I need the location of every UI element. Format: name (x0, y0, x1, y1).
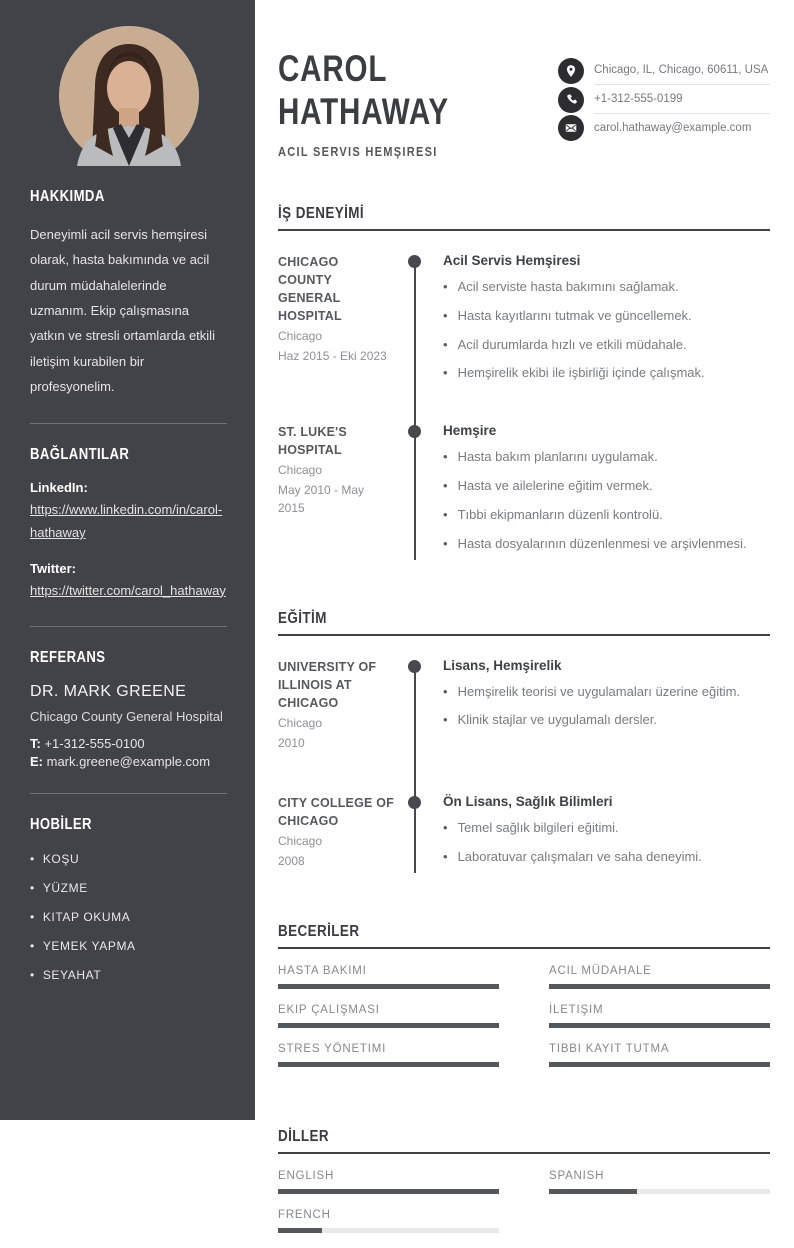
language-label: SPANISH (549, 1169, 605, 1182)
divider (30, 423, 227, 424)
twitter-link-block (30, 559, 227, 603)
bullet-item: • Hasta kayıtlarını tutmak ve güncellemek. (443, 307, 770, 326)
skill-bar-fill (549, 984, 770, 989)
skill-item (278, 1043, 499, 1067)
skill-bar-fill (278, 984, 499, 989)
language-label: FRENCH (278, 1208, 331, 1221)
education-entries (278, 658, 770, 877)
bullet-item: • Temel sağlık bilgileri eğitimi. (443, 819, 770, 838)
skill-bar (549, 984, 770, 989)
entry-dates: 2008 (278, 854, 305, 869)
reference-email-label: E: (30, 753, 43, 769)
hobby-item: • YÜZME (30, 881, 227, 895)
bullet-item: • Hasta bakım planlarını uygulamak. (443, 448, 770, 467)
language-bar-fill (278, 1189, 499, 1194)
entry-meta (278, 794, 408, 877)
skill-bar (549, 1023, 770, 1028)
languages-section (278, 1128, 770, 1248)
company-location: Chicago (278, 329, 323, 344)
entry-bullets (443, 683, 770, 731)
entry-dates: 2010 (278, 735, 305, 750)
timeline-dot (408, 796, 421, 809)
about-section (30, 188, 227, 399)
last-name: HATHAWAY (278, 90, 449, 132)
skill-bar-fill (549, 1062, 770, 1067)
about-text: Deneyimli acil servis hemşiresi olarak, hasta bakımında ve acil durum müdahalelerinde uzmanım. Ekip çalışmasına yatkın ve stresli ortamlarda etkili iletişim kurabilen bir profesyonelim. (30, 227, 215, 395)
header (278, 48, 770, 159)
skill-bar-fill (278, 1023, 499, 1028)
reference-org: Chicago County General Hospital (30, 709, 223, 725)
linkedin-link-block (30, 478, 227, 544)
hobby-item: • KOŞU (30, 852, 227, 866)
bullet-item: • Hemşirelik teorisi ve uygulamaları üzerine eğitim. (443, 683, 770, 702)
school-location: Chicago (278, 715, 323, 730)
language-item (549, 1170, 770, 1194)
bullet-item: • Acil serviste hasta bakımını sağlamak. (443, 278, 770, 297)
experience-entry (278, 423, 770, 563)
entry-bullets (443, 448, 770, 553)
entry-meta (278, 423, 408, 563)
hobby-item: • YEMEK YAPMA (30, 939, 227, 953)
language-bar (549, 1189, 770, 1194)
contact-block (558, 56, 770, 142)
education-title: EĞİTİM (278, 609, 327, 627)
bullet-item: • Hasta dosyalarının düzenlenmesi ve arşivlenmesi. (443, 535, 770, 554)
company-location: Chicago (278, 463, 323, 478)
hobby-item: • SEYAHAT (30, 968, 227, 982)
reference-phone-row (30, 736, 227, 751)
education-entry (278, 794, 770, 877)
hobbies-list (30, 852, 227, 982)
section-rule (278, 634, 770, 636)
location-icon (558, 58, 584, 84)
hobbies-section (30, 816, 227, 982)
skill-bar (278, 984, 499, 989)
experience-title: İŞ DENEYİMİ (278, 204, 365, 222)
education-entry (278, 658, 770, 752)
phone-icon (558, 87, 584, 113)
skill-label: TIBBI KAYIT TUTMA (549, 1042, 670, 1055)
company-name: CHICAGO COUNTY GENERAL HOSPITAL (278, 254, 342, 324)
contact-email: carol.hathaway@example.com (594, 122, 752, 134)
skill-bar-fill (549, 1023, 770, 1028)
timeline-dot (408, 660, 421, 673)
school-name: UNIVERSITY OF ILLINOIS AT CHICAGO (278, 659, 377, 710)
section-rule (278, 947, 770, 949)
entry-body (430, 658, 770, 752)
experience-entry (278, 253, 770, 393)
contact-phone: +1-312-555-0199 (594, 85, 770, 114)
skill-item (549, 965, 770, 989)
bullet-item: • Klinik stajlar ve uygulamalı dersler. (443, 711, 770, 730)
entry-dates: Haz 2015 - Eki 2023 (278, 349, 387, 364)
email-icon (558, 115, 584, 141)
reference-title: REFERANS (30, 649, 106, 667)
skill-item (549, 1043, 770, 1067)
reference-email-row (30, 754, 227, 769)
skill-bar (278, 1023, 499, 1028)
skill-bar (278, 1062, 499, 1067)
skills-section (278, 923, 770, 1082)
links-section (30, 446, 227, 602)
skill-item (278, 965, 499, 989)
entry-bullets (443, 278, 770, 383)
skills-title: BECERİLER (278, 922, 360, 940)
skill-label: İLETIŞIM (549, 1003, 604, 1016)
degree-name: Lisans, Hemşirelik (443, 657, 562, 673)
job-title: ACIL SERVIS HEMŞIRESI (278, 143, 438, 159)
divider (30, 626, 227, 627)
bullet-item: • Laboratuvar çalışmaları ve saha deneyimi. (443, 848, 770, 867)
bullet-item: • Acil durumlarda hızlı ve etkili müdahale. (443, 336, 770, 355)
timeline-dot (408, 255, 421, 268)
entry-role: Hemşire (443, 423, 497, 439)
contact-phone-row (558, 85, 770, 114)
contact-location: Chicago, IL, Chicago, 60611, USA (594, 56, 770, 85)
divider (30, 793, 227, 794)
entry-bullets (443, 819, 770, 867)
language-item (278, 1209, 499, 1233)
linkedin-label: LinkedIn: (30, 480, 88, 496)
experience-section (278, 205, 770, 564)
bullet-item: • Tıbbi ekipmanların düzenli kontrolü. (443, 506, 770, 525)
first-name: CAROL (278, 48, 388, 89)
contact-email-row (558, 114, 770, 142)
language-bar-fill (549, 1189, 637, 1194)
section-rule (278, 229, 770, 231)
hobbies-title: HOBİLER (30, 815, 92, 833)
entry-meta (278, 253, 408, 393)
portrait-illustration (59, 26, 199, 166)
skill-bar-fill (278, 1062, 499, 1067)
entry-body (430, 423, 770, 563)
twitter-url[interactable]: https://twitter.com/carol_hathaway (30, 582, 226, 598)
languages-grid (278, 1170, 770, 1248)
twitter-label: Twitter: (30, 560, 76, 576)
entry-body (430, 794, 770, 877)
timeline-dot (408, 425, 421, 438)
education-section (278, 610, 770, 877)
reference-section (30, 649, 227, 769)
hobby-item: • KITAP OKUMA (30, 910, 227, 924)
company-name: ST. LUKE'S HOSPITAL (278, 425, 347, 458)
skill-label: HASTA BAKIMI (278, 964, 367, 977)
experience-entries (278, 253, 770, 564)
skill-item (549, 1004, 770, 1028)
entry-body (430, 253, 770, 393)
reference-email: mark.greene@example.com (46, 753, 211, 769)
bullet-item: • Hemşirelik ekibi ile işbirliği içinde çalışmak. (443, 364, 770, 383)
main-column (255, 0, 794, 1221)
profile-photo (59, 26, 199, 166)
language-label: ENGLISH (278, 1169, 335, 1182)
skill-label: ACIL MÜDAHALE (549, 964, 652, 977)
languages-title: DİLLER (278, 1127, 330, 1145)
linkedin-url[interactable]: https://www.linkedin.com/in/carol-hathaway (30, 502, 223, 540)
reference-name: DR. MARK GREENE (30, 683, 187, 701)
skill-label: STRES YÖNETIMI (278, 1042, 387, 1055)
entry-meta (278, 658, 408, 752)
school-name: CITY COLLEGE OF CHICAGO (278, 795, 394, 829)
language-bar (278, 1228, 499, 1233)
degree-name: Ön Lisans, Sağlık Bilimleri (443, 793, 613, 809)
school-location: Chicago (278, 834, 323, 849)
links-title: BAĞLANTILAR (30, 446, 130, 464)
skill-item (278, 1004, 499, 1028)
section-rule (278, 1152, 770, 1154)
skills-grid (278, 965, 770, 1082)
about-title: HAKKIMDA (30, 188, 105, 205)
entry-dates: May 2010 - May 2015 (278, 483, 365, 516)
name-block (278, 48, 492, 159)
language-bar (278, 1189, 499, 1194)
language-bar-fill (278, 1228, 322, 1233)
contact-location-row (558, 56, 770, 85)
reference-phone: +1-312-555-0100 (44, 735, 145, 751)
language-item (278, 1170, 499, 1194)
reference-phone-label: T: (30, 735, 41, 751)
sidebar (0, 0, 255, 1120)
skill-label: EKIP ÇALIŞMASI (278, 1003, 380, 1016)
entry-role: Acil Servis Hemşiresi (443, 252, 581, 268)
bullet-item: • Hasta ve ailelerine eğitim vermek. (443, 477, 770, 496)
skill-bar (549, 1062, 770, 1067)
